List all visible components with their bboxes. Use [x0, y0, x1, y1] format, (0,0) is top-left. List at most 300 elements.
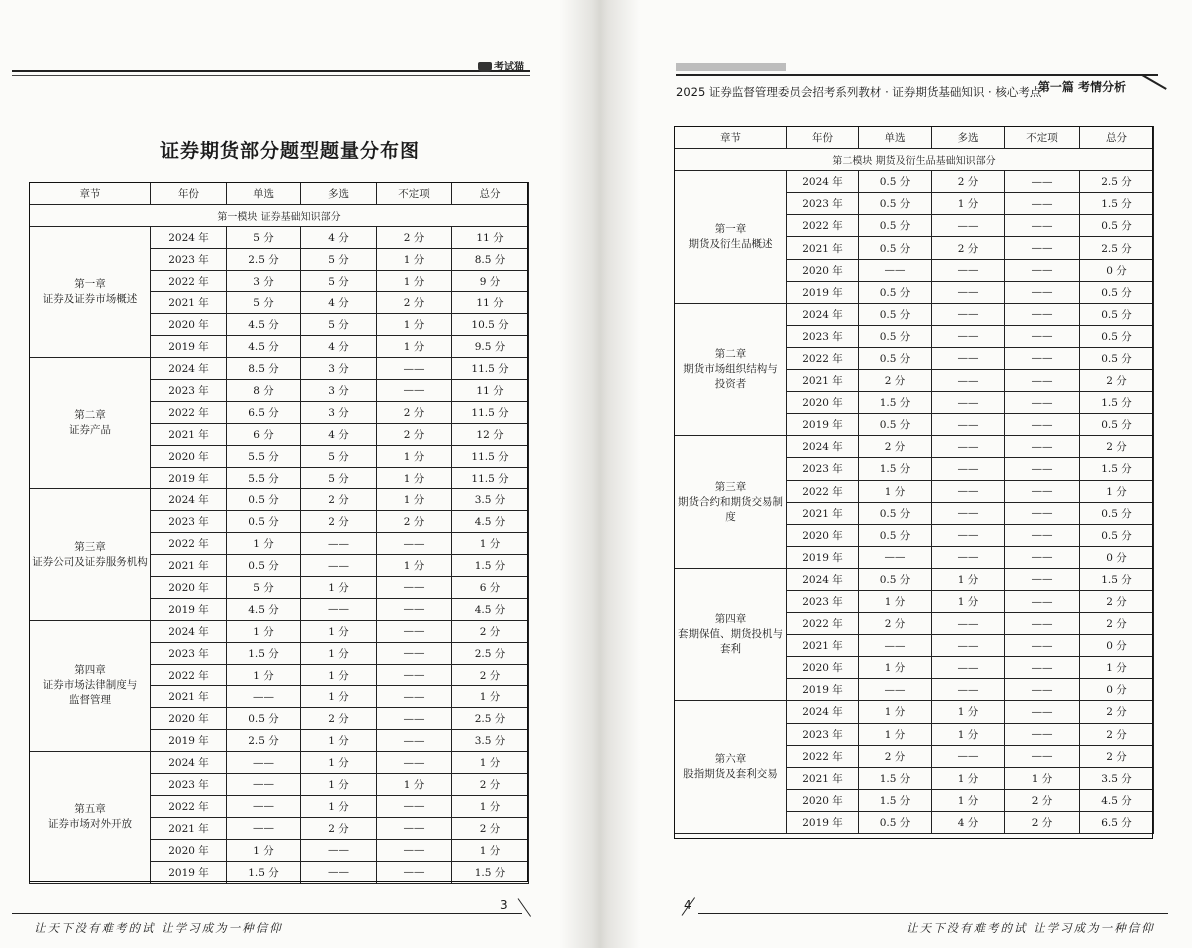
score-cell: —— — [932, 613, 1005, 635]
score-cell: 1 分 — [301, 620, 377, 642]
year-cell: 2019 年 — [787, 414, 859, 436]
year-cell: 2022 年 — [151, 401, 227, 423]
score-cell: —— — [301, 533, 377, 555]
score-cell: 5 分 — [301, 270, 377, 292]
score-cell: 1 分 — [377, 248, 452, 270]
header-bar — [676, 63, 786, 71]
score-cell: 4.5 分 — [227, 336, 301, 358]
score-cell: 2 分 — [1080, 436, 1154, 458]
score-cell: 2 分 — [377, 292, 452, 314]
score-cell: 2.5 分 — [1080, 171, 1154, 193]
score-cell: 1.5 分 — [452, 861, 529, 883]
score-cell: —— — [301, 555, 377, 577]
score-cell: 0 分 — [1080, 546, 1154, 568]
score-cell: 0.5 分 — [1080, 325, 1154, 347]
year-cell: 2020 年 — [151, 445, 227, 467]
column-header: 不定项 — [1005, 127, 1080, 149]
page-number: 4 — [684, 898, 692, 912]
score-cell: —— — [227, 817, 301, 839]
year-cell: 2021 年 — [787, 635, 859, 657]
logo-text: 考试猫 — [494, 62, 524, 73]
score-cell: 2 分 — [859, 436, 932, 458]
year-cell: 2020 年 — [787, 259, 859, 281]
year-cell: 2021 年 — [151, 423, 227, 445]
score-cell: 3 分 — [227, 270, 301, 292]
score-cell: 0.5 分 — [227, 708, 301, 730]
score-cell: —— — [1005, 745, 1080, 767]
score-cell: —— — [932, 745, 1005, 767]
score-cell: 2 分 — [859, 745, 932, 767]
score-cell: 2 分 — [859, 370, 932, 392]
score-cell: 1 分 — [452, 795, 529, 817]
score-cell: 1 分 — [301, 774, 377, 796]
score-cell: 0.5 分 — [859, 171, 932, 193]
score-cell: 1 分 — [1005, 767, 1080, 789]
year-cell: 2020 年 — [151, 314, 227, 336]
score-cell: —— — [377, 839, 452, 861]
chapter-cell: 第三章 期货合约和期货交易制度 — [675, 436, 787, 569]
score-cell: 1 分 — [377, 336, 452, 358]
score-cell: 4 分 — [932, 811, 1005, 833]
score-cell: 4.5 分 — [452, 598, 529, 620]
score-cell: —— — [227, 752, 301, 774]
year-cell: 2020 年 — [787, 789, 859, 811]
column-header: 不定项 — [377, 183, 452, 205]
score-cell: 1 分 — [1080, 657, 1154, 679]
chapter-cell: 第二章 证券产品 — [30, 358, 151, 489]
score-cell: 2.5 分 — [452, 642, 529, 664]
score-cell: 2 分 — [1080, 745, 1154, 767]
column-header: 年份 — [151, 183, 227, 205]
score-cell: —— — [227, 774, 301, 796]
score-cell: 0.5 分 — [859, 325, 932, 347]
year-cell: 2024 年 — [787, 436, 859, 458]
score-cell: —— — [1005, 613, 1080, 635]
score-cell: 2 分 — [301, 708, 377, 730]
score-cell: —— — [1005, 502, 1080, 524]
score-cell: 3.5 分 — [452, 489, 529, 511]
score-cell: 3.5 分 — [452, 730, 529, 752]
score-cell: 0.5 分 — [1080, 281, 1154, 303]
score-cell: 3 分 — [301, 358, 377, 380]
year-cell: 2021 年 — [151, 686, 227, 708]
page-number: 3 — [500, 898, 508, 912]
score-cell: 2 分 — [301, 817, 377, 839]
score-cell: 1 分 — [377, 555, 452, 577]
score-cell: —— — [377, 620, 452, 642]
column-header: 章节 — [675, 127, 787, 149]
score-cell: 2 分 — [1005, 811, 1080, 833]
year-cell: 2023 年 — [151, 774, 227, 796]
score-cell: 8.5 分 — [452, 248, 529, 270]
year-cell: 2019 年 — [151, 467, 227, 489]
graduation-cap-icon — [478, 62, 492, 72]
year-cell: 2024 年 — [787, 171, 859, 193]
score-cell: 1.5 分 — [227, 642, 301, 664]
score-cell: 1 分 — [859, 657, 932, 679]
score-cell: 1 分 — [301, 730, 377, 752]
score-cell: 2.5 分 — [227, 248, 301, 270]
table-row — [30, 226, 529, 248]
score-cell: 1.5 分 — [859, 767, 932, 789]
column-header: 单选 — [859, 127, 932, 149]
score-cell: —— — [1005, 193, 1080, 215]
score-cell: —— — [1005, 635, 1080, 657]
score-cell: 2 分 — [859, 613, 932, 635]
score-cell: 0.5 分 — [227, 511, 301, 533]
score-cell: —— — [859, 546, 932, 568]
score-cell: 2 分 — [301, 511, 377, 533]
score-cell: 2 分 — [1080, 701, 1154, 723]
score-cell: 1.5 分 — [1080, 392, 1154, 414]
score-cell: 1 分 — [377, 445, 452, 467]
score-cell: 1 分 — [932, 723, 1005, 745]
score-cell: 2 分 — [1005, 789, 1080, 811]
chapter-cell: 第一章 期货及衍生品概述 — [675, 171, 787, 304]
score-cell: 0 分 — [1080, 259, 1154, 281]
year-cell: 2023 年 — [151, 642, 227, 664]
score-cell: —— — [1005, 303, 1080, 325]
year-cell: 2021 年 — [151, 292, 227, 314]
year-cell: 2019 年 — [151, 730, 227, 752]
score-cell: —— — [1005, 414, 1080, 436]
score-cell: 1 分 — [452, 533, 529, 555]
score-cell: 0.5 分 — [859, 811, 932, 833]
year-cell: 2024 年 — [151, 226, 227, 248]
table-row — [30, 489, 529, 511]
score-cell: —— — [1005, 723, 1080, 745]
book-gutter — [560, 0, 640, 948]
score-cell: 0.5 分 — [859, 347, 932, 369]
chapter-cell: 第二章 期货市场组织结构与 投资者 — [675, 303, 787, 436]
year-cell: 2024 年 — [151, 620, 227, 642]
table-row — [30, 620, 529, 642]
column-header: 总分 — [1080, 127, 1154, 149]
score-cell: —— — [1005, 679, 1080, 701]
score-cell: 0.5 分 — [1080, 303, 1154, 325]
score-cell: 3.5 分 — [1080, 767, 1154, 789]
score-cell: 0 分 — [1080, 635, 1154, 657]
table-header-row — [30, 183, 529, 205]
score-cell: 4.5 分 — [452, 511, 529, 533]
publisher-logo — [478, 58, 524, 73]
year-cell: 2022 年 — [787, 347, 859, 369]
score-cell: 1 分 — [377, 467, 452, 489]
score-cell: 1 分 — [377, 489, 452, 511]
score-cell: —— — [932, 524, 1005, 546]
score-cell: 3 分 — [301, 401, 377, 423]
year-cell: 2023 年 — [787, 723, 859, 745]
score-cell: —— — [932, 347, 1005, 369]
year-cell: 2020 年 — [787, 392, 859, 414]
score-cell: 2 分 — [452, 664, 529, 686]
header-rule — [12, 70, 530, 72]
score-cell: —— — [932, 215, 1005, 237]
score-cell: 0.5 分 — [859, 524, 932, 546]
year-cell: 2019 年 — [151, 336, 227, 358]
score-cell: —— — [932, 546, 1005, 568]
score-cell: —— — [1005, 657, 1080, 679]
score-cell: —— — [1005, 568, 1080, 590]
year-cell: 2019 年 — [787, 679, 859, 701]
year-cell: 2021 年 — [787, 767, 859, 789]
score-cell: 1 分 — [932, 701, 1005, 723]
score-cell: —— — [1005, 524, 1080, 546]
score-cell: —— — [377, 752, 452, 774]
page-title: 证券期货部分题型题量分布图 — [159, 140, 420, 162]
score-cell: 0.5 分 — [859, 502, 932, 524]
year-cell: 2019 年 — [151, 598, 227, 620]
score-cell: 1.5 分 — [859, 458, 932, 480]
score-cell: 2.5 分 — [1080, 237, 1154, 259]
score-cell: 5 分 — [301, 248, 377, 270]
score-cell: 1 分 — [932, 590, 1005, 612]
year-cell: 2021 年 — [151, 817, 227, 839]
score-cell: —— — [377, 730, 452, 752]
year-cell: 2024 年 — [151, 358, 227, 380]
score-cell: 1 分 — [301, 752, 377, 774]
score-cell: —— — [377, 861, 452, 883]
year-cell: 2022 年 — [787, 480, 859, 502]
score-cell: —— — [377, 380, 452, 402]
score-cell: 2.5 分 — [452, 708, 529, 730]
score-cell: —— — [227, 795, 301, 817]
table-row — [30, 752, 529, 774]
score-cell: 9.5 分 — [452, 336, 529, 358]
score-cell: 1 分 — [301, 664, 377, 686]
score-cell: 5 分 — [301, 314, 377, 336]
year-cell: 2022 年 — [151, 533, 227, 555]
score-cell: 6.5 分 — [227, 401, 301, 423]
score-cell: —— — [1005, 347, 1080, 369]
score-cell: 11.5 分 — [452, 401, 529, 423]
score-cell: 11.5 分 — [452, 358, 529, 380]
score-cell: —— — [1005, 480, 1080, 502]
score-cell: 0.5 分 — [859, 568, 932, 590]
year-cell: 2023 年 — [787, 458, 859, 480]
year-cell: 2023 年 — [151, 380, 227, 402]
score-cell: 0 分 — [1080, 679, 1154, 701]
score-cell: 0.5 分 — [1080, 502, 1154, 524]
year-cell: 2019 年 — [151, 861, 227, 883]
table-row — [675, 303, 1154, 325]
score-cell: 6.5 分 — [1080, 811, 1154, 833]
score-cell: 0.5 分 — [227, 489, 301, 511]
score-cell: —— — [859, 259, 932, 281]
score-cell: 6 分 — [227, 423, 301, 445]
score-cell: 0.5 分 — [1080, 524, 1154, 546]
score-cell: —— — [932, 370, 1005, 392]
score-cell: 0.5 分 — [859, 193, 932, 215]
table-row — [675, 568, 1154, 590]
score-cell: —— — [1005, 281, 1080, 303]
score-cell: —— — [377, 686, 452, 708]
year-cell: 2019 年 — [787, 811, 859, 833]
score-cell: —— — [932, 392, 1005, 414]
score-cell: 2 分 — [1080, 590, 1154, 612]
score-cell: —— — [932, 259, 1005, 281]
module-row — [30, 204, 529, 226]
score-cell: 2 分 — [301, 489, 377, 511]
score-cell: 4.5 分 — [227, 598, 301, 620]
score-cell: 1 分 — [377, 314, 452, 336]
score-cell: 11.5 分 — [452, 467, 529, 489]
score-cell: 5 分 — [227, 226, 301, 248]
score-cell: —— — [377, 598, 452, 620]
score-cell: 1.5 分 — [859, 789, 932, 811]
score-cell: 12 分 — [452, 423, 529, 445]
year-cell: 2021 年 — [787, 502, 859, 524]
score-cell: —— — [1005, 546, 1080, 568]
score-cell: —— — [377, 577, 452, 599]
year-cell: 2020 年 — [151, 708, 227, 730]
table-row — [675, 171, 1154, 193]
score-cell: 9 分 — [452, 270, 529, 292]
score-cell: 0.5 分 — [859, 215, 932, 237]
score-cell: 2.5 分 — [227, 730, 301, 752]
score-cell: 1 分 — [452, 839, 529, 861]
score-cell: 2 分 — [1080, 723, 1154, 745]
score-cell: 1 分 — [1080, 480, 1154, 502]
table-row — [675, 436, 1154, 458]
score-cell: —— — [301, 861, 377, 883]
score-cell: 10.5 分 — [452, 314, 529, 336]
column-header: 多选 — [932, 127, 1005, 149]
year-cell: 2020 年 — [787, 524, 859, 546]
score-cell: 1 分 — [301, 577, 377, 599]
column-header: 章节 — [30, 183, 151, 205]
column-header: 总分 — [452, 183, 529, 205]
score-cell: —— — [932, 303, 1005, 325]
score-cell: —— — [377, 664, 452, 686]
book-title: 2025 证券监督管理委员会招考系列教材 · 证券期货基础知识 · 核心考点 — [676, 85, 1042, 99]
year-cell: 2022 年 — [787, 745, 859, 767]
score-cell: 0.5 分 — [227, 555, 301, 577]
year-cell: 2023 年 — [151, 511, 227, 533]
year-cell: 2022 年 — [151, 270, 227, 292]
score-cell: —— — [1005, 370, 1080, 392]
score-cell: —— — [1005, 259, 1080, 281]
chapter-cell: 第四章 套期保值、期货投机与 套利 — [675, 568, 787, 701]
score-cell: 2 分 — [1080, 370, 1154, 392]
score-cell: 1 分 — [859, 480, 932, 502]
score-cell: 2 分 — [452, 774, 529, 796]
score-cell: —— — [1005, 590, 1080, 612]
table-header-row — [675, 127, 1154, 149]
table-row — [675, 701, 1154, 723]
score-cell: 4 分 — [301, 336, 377, 358]
score-cell: —— — [859, 679, 932, 701]
score-cell: —— — [377, 708, 452, 730]
score-cell: —— — [377, 817, 452, 839]
score-cell: —— — [1005, 458, 1080, 480]
score-cell: —— — [932, 502, 1005, 524]
score-cell: —— — [1005, 436, 1080, 458]
score-cell: 0.5 分 — [859, 303, 932, 325]
score-cell: 1.5 分 — [1080, 568, 1154, 590]
score-cell: —— — [377, 795, 452, 817]
score-cell: 1.5 分 — [859, 392, 932, 414]
score-cell: 5.5 分 — [227, 467, 301, 489]
column-header: 单选 — [227, 183, 301, 205]
year-cell: 2022 年 — [151, 664, 227, 686]
score-cell: 11 分 — [452, 380, 529, 402]
score-cell: 1 分 — [227, 664, 301, 686]
year-cell: 2021 年 — [787, 237, 859, 259]
score-cell: 1.5 分 — [1080, 458, 1154, 480]
score-cell: 0.5 分 — [859, 414, 932, 436]
score-cell: 2 分 — [377, 423, 452, 445]
score-cell: 2 分 — [377, 226, 452, 248]
year-cell: 2022 年 — [787, 613, 859, 635]
score-cell: 5 分 — [227, 577, 301, 599]
score-cell: —— — [932, 325, 1005, 347]
score-cell: 1 分 — [932, 193, 1005, 215]
year-cell: 2019 年 — [787, 281, 859, 303]
score-cell: —— — [1005, 325, 1080, 347]
score-cell: 5 分 — [301, 445, 377, 467]
chapter-cell: 第一章 证券及证券市场概述 — [30, 226, 151, 357]
header-rule — [676, 74, 1158, 76]
score-table-right — [674, 126, 1154, 834]
module-title: 第一模块 证券基础知识部分 — [30, 204, 529, 226]
score-cell: 1 分 — [377, 270, 452, 292]
score-cell: 1 分 — [227, 533, 301, 555]
column-header: 多选 — [301, 183, 377, 205]
score-cell: 4.5 分 — [1080, 789, 1154, 811]
score-cell: 8 分 — [227, 380, 301, 402]
year-cell: 2024 年 — [787, 568, 859, 590]
score-cell: —— — [932, 480, 1005, 502]
year-cell: 2024 年 — [151, 489, 227, 511]
score-cell: 1 分 — [452, 752, 529, 774]
score-cell: 8.5 分 — [227, 358, 301, 380]
score-cell: 1.5 分 — [452, 555, 529, 577]
score-cell: 5 分 — [227, 292, 301, 314]
year-cell: 2024 年 — [787, 303, 859, 325]
year-cell: 2020 年 — [787, 657, 859, 679]
score-cell: —— — [1005, 392, 1080, 414]
module-row — [675, 149, 1154, 171]
score-cell: —— — [932, 281, 1005, 303]
score-cell: 1.5 分 — [1080, 193, 1154, 215]
footer-slogan: 让天下没有难考的试 让学习成为一种信仰 — [906, 921, 1155, 935]
year-cell: 2024 年 — [787, 701, 859, 723]
year-cell: 2022 年 — [151, 795, 227, 817]
score-cell: —— — [301, 839, 377, 861]
score-cell: 1 分 — [301, 686, 377, 708]
score-cell: 4 分 — [301, 292, 377, 314]
score-cell: 2 分 — [932, 171, 1005, 193]
score-cell: 1 分 — [227, 839, 301, 861]
score-cell: 2 分 — [932, 237, 1005, 259]
score-cell: —— — [377, 533, 452, 555]
chapter-cell: 第三章 证券公司及证券服务机构 — [30, 489, 151, 620]
year-cell: 2020 年 — [151, 577, 227, 599]
year-cell: 2024 年 — [151, 752, 227, 774]
score-cell: —— — [932, 458, 1005, 480]
score-cell: —— — [301, 598, 377, 620]
score-cell: —— — [859, 635, 932, 657]
score-cell: 5.5 分 — [227, 445, 301, 467]
table-row — [30, 358, 529, 380]
module-title: 第二模块 期货及衍生品基础知识部分 — [675, 149, 1154, 171]
score-cell: 1.5 分 — [227, 861, 301, 883]
year-cell: 2023 年 — [787, 325, 859, 347]
column-header: 年份 — [787, 127, 859, 149]
chapter-cell: 第五章 证券市场对外开放 — [30, 752, 151, 883]
score-cell: —— — [377, 642, 452, 664]
